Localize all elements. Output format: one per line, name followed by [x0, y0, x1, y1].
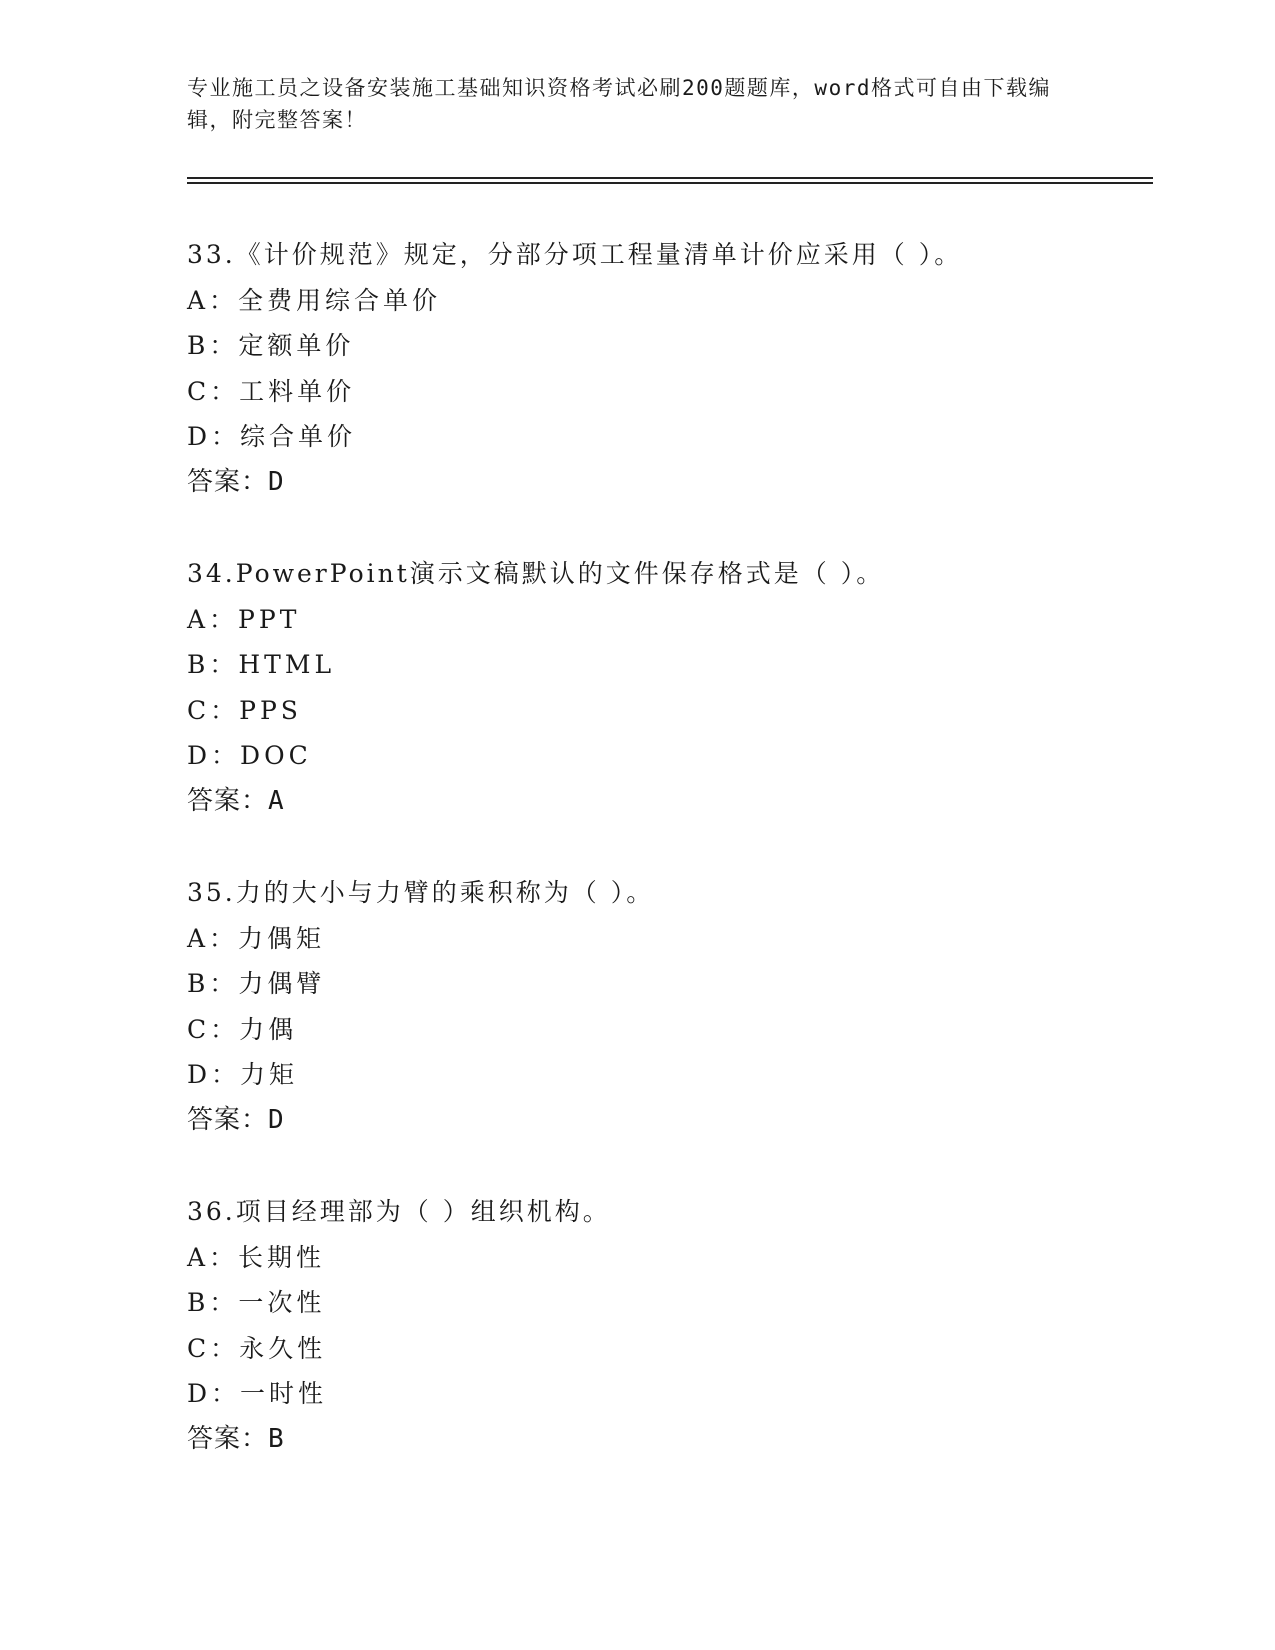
option-c: C：工料单价 [187, 376, 356, 406]
option-b: B：HTML [187, 650, 336, 680]
option-c: C：永久性 [187, 1333, 327, 1363]
option-c: C：力偶 [187, 1014, 298, 1044]
answer-line: 答案：A [187, 785, 285, 816]
option-b: B：力偶臂 [187, 969, 326, 999]
option-d: D：一时性 [187, 1379, 328, 1409]
option-b: B：一次性 [187, 1288, 326, 1318]
option-d: D：综合单价 [187, 422, 357, 452]
option-a: A：全费用综合单价 [187, 285, 442, 315]
option-a: A：力偶矩 [187, 923, 326, 953]
document-header: 专业施工员之设备安装施工基础知识资格考试必刷200题题库，word格式可自由下载编辑，附完整答案！ [187, 76, 1051, 132]
question-stem: 35.力的大小与力臂的乘积称为（ ）。 [187, 878, 655, 907]
question-36 [187, 1189, 1147, 1508]
answer-line: 答案：D [187, 466, 285, 497]
answer-line: 答案：B [187, 1423, 285, 1454]
question-list [187, 232, 1147, 1508]
question-34 [187, 551, 1147, 870]
option-d: D：DOC [187, 741, 312, 771]
question-35 [187, 870, 1147, 1189]
answer-line: 答案：D [187, 1104, 285, 1135]
option-c: C：PPS [187, 695, 302, 725]
option-d: D：力矩 [187, 1060, 299, 1090]
header-divider-top [187, 177, 1153, 179]
option-b: B：定额单价 [187, 331, 355, 361]
question-stem: 36.项目经理部为（ ）组织机构。 [187, 1197, 611, 1226]
option-a: A：PPT [187, 604, 301, 634]
question-stem: 34.PowerPoint演示文稿默认的文件保存格式是（ ）。 [187, 559, 885, 588]
question-33 [187, 232, 1147, 551]
option-a: A：长期性 [187, 1242, 326, 1272]
header-divider-bottom [187, 182, 1153, 184]
question-stem: 33.《计价规范》规定，分部分项工程量清单计价应采用（ ）。 [187, 240, 963, 269]
